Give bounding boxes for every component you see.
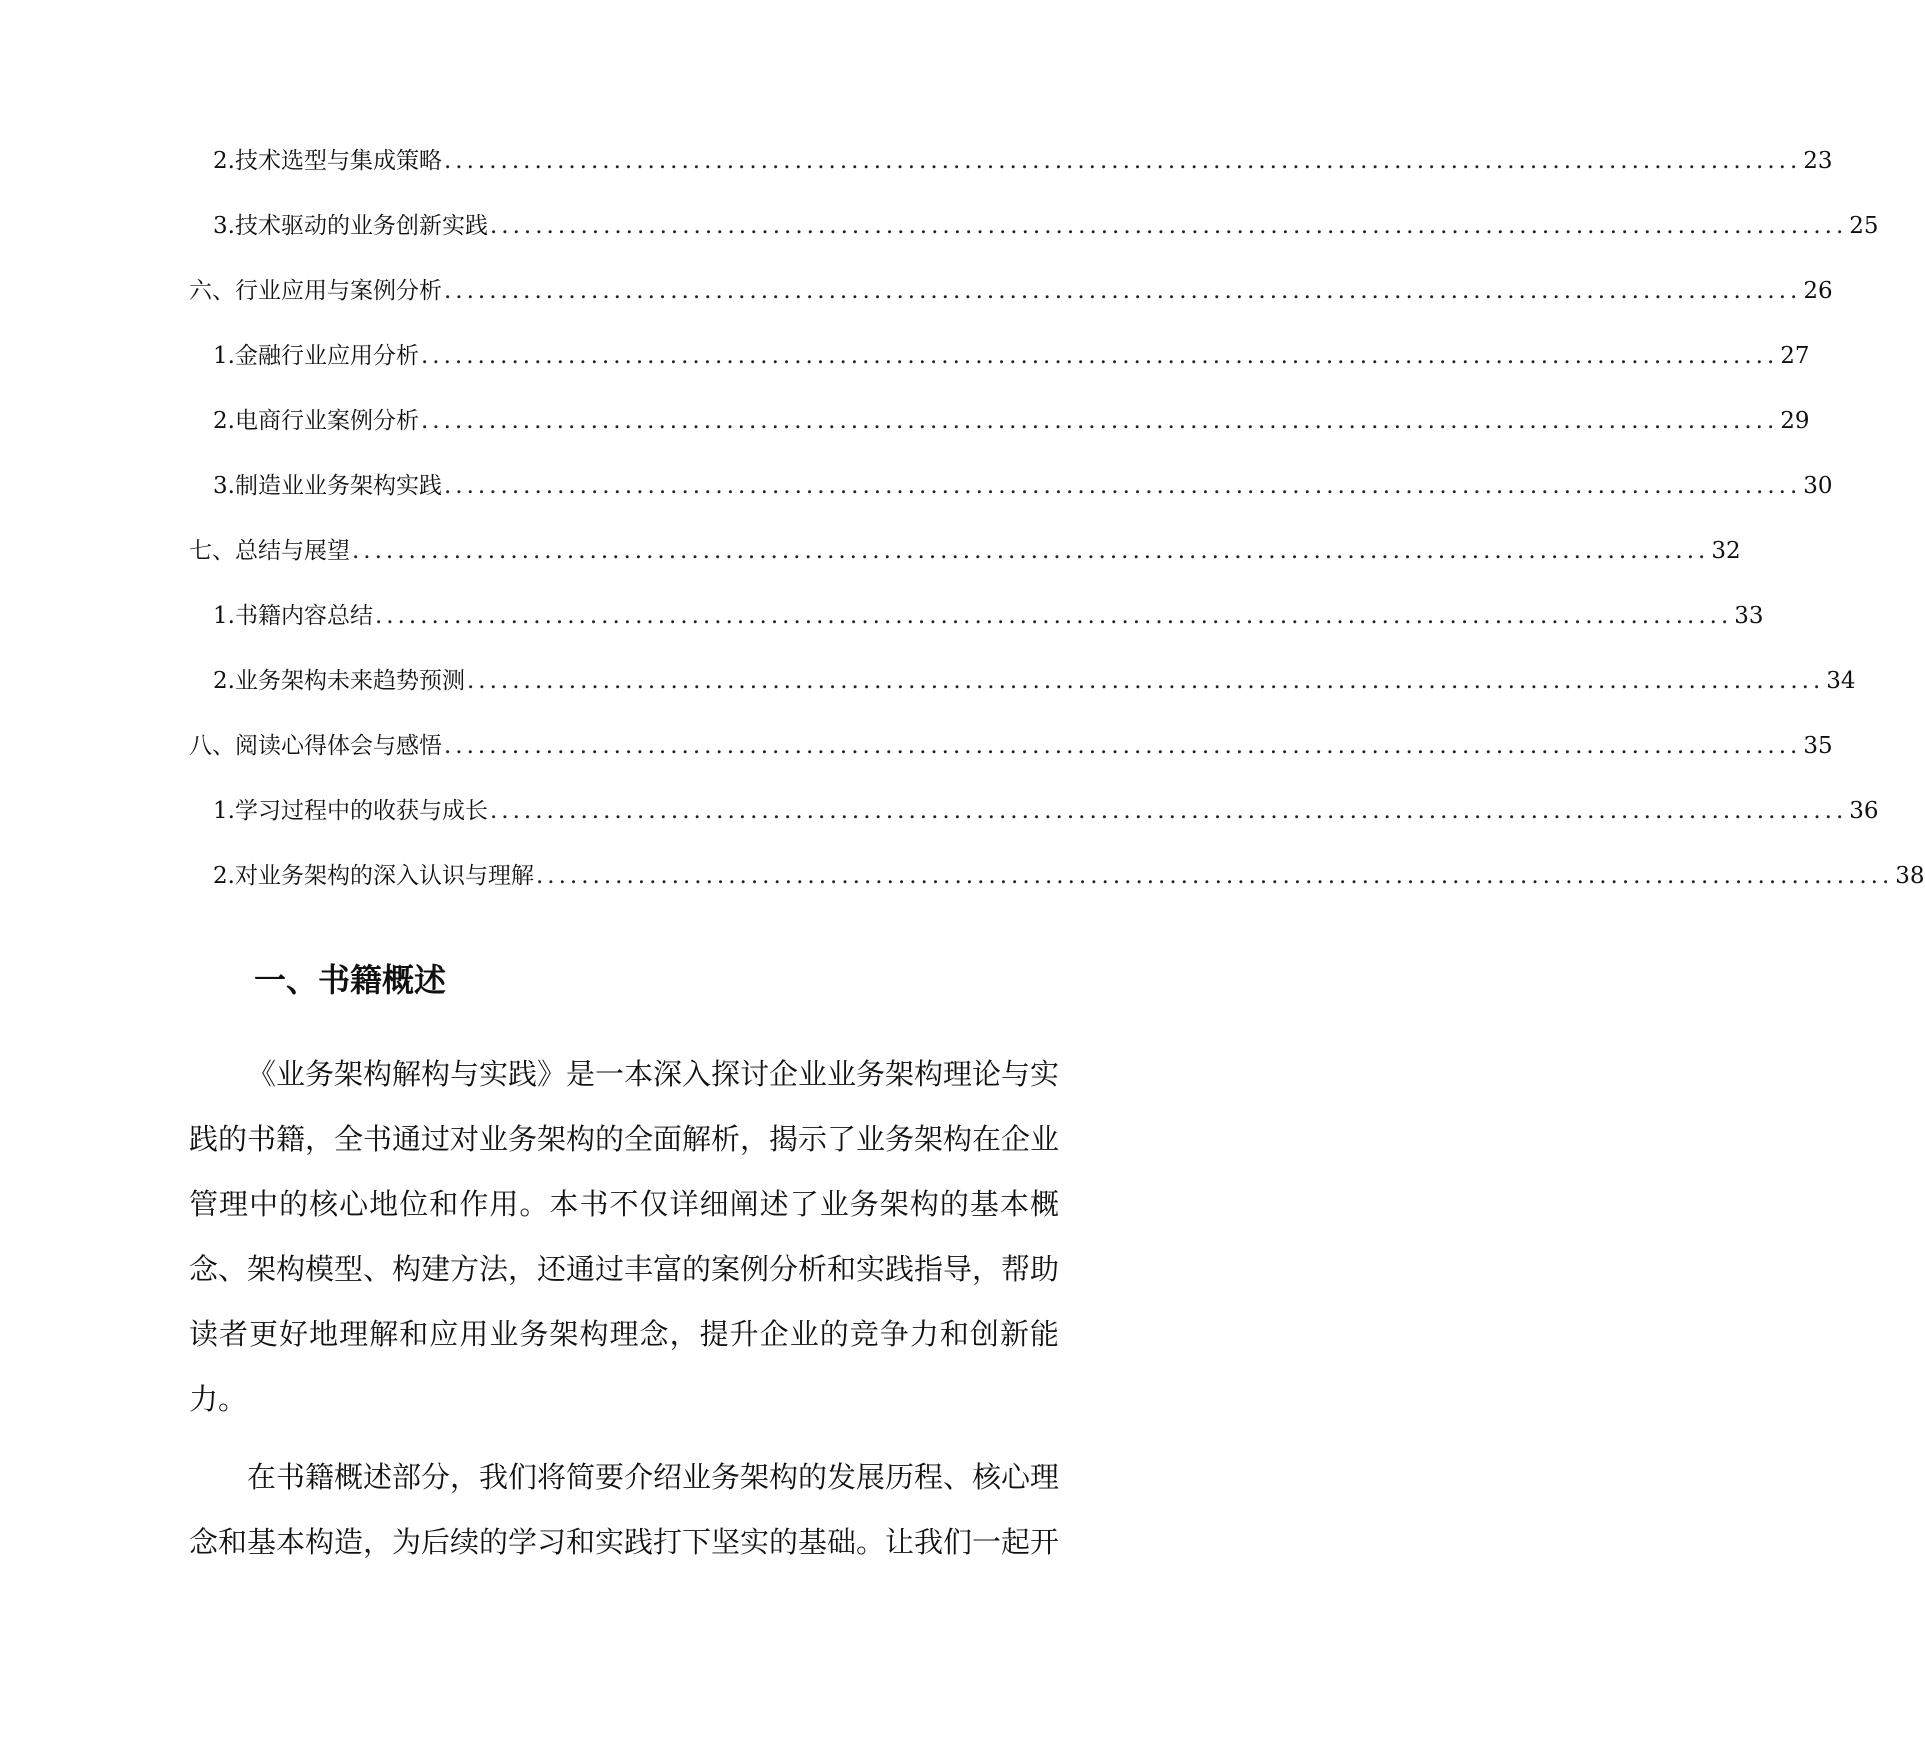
- toc-entry-page: 23: [1803, 148, 1833, 174]
- toc-entry-page: 32: [1711, 538, 1741, 564]
- toc-entry[interactable]: [189, 471, 1833, 536]
- toc-entry[interactable]: [189, 601, 1764, 666]
- toc-entry[interactable]: [189, 341, 1810, 406]
- toc-entry-number: 2.: [213, 148, 235, 174]
- toc-leader-dots: ........................................................................................................................: [352, 538, 1710, 564]
- toc-entry-label: 技术选型与集成策略: [234, 148, 442, 174]
- toc-entry-label: 六、行业应用与案例分析: [189, 278, 442, 304]
- toc-entry[interactable]: [189, 796, 1879, 861]
- section-heading: 一、书籍概述: [254, 961, 447, 999]
- toc-entry-label: 七、总结与展望: [189, 538, 350, 564]
- body-paragraph: 在书籍概述部分，我们将简要介绍业务架构的发展历程、核心理念和基本构造，为后续的学习和实践打下坚实的基础。让我们一起开: [189, 1460, 1060, 1559]
- toc-entry-label: 八、阅读心得体会与感悟: [189, 733, 442, 759]
- toc-leader-dots: ........................................................................................................................: [374, 603, 1733, 629]
- toc-entry-page: 27: [1780, 343, 1810, 369]
- toc-entry-page: 38: [1895, 863, 1925, 889]
- toc-leader-dots: ........................................................................................................................: [420, 343, 1779, 369]
- toc-entry[interactable]: [189, 536, 1741, 601]
- table-of-contents: [189, 146, 1925, 926]
- body-paragraph: 《业务架构解构与实践》是一本深入探讨企业业务架构理论与实践的书籍，全书通过对业务架构的全面解析，揭示了业务架构在企业管理中的核心地位和作用。本书不仅详细阐述了业务架构的基本概念、架构模型、构建方法，还通过丰富的案例分析和实践指导，帮助读者更好地理解和应用业务架构理念，提升企业的竞争力和创新能力。: [189, 1057, 1060, 1416]
- toc-entry-page: 34: [1826, 668, 1856, 694]
- toc-entry-page: 33: [1734, 603, 1764, 629]
- toc-entry-label: 电商行业案例分析: [234, 408, 419, 434]
- toc-entry[interactable]: [189, 731, 1833, 796]
- toc-leader-dots: ........................................................................................................................: [444, 733, 1802, 759]
- toc-entry[interactable]: [189, 146, 1833, 211]
- toc-leader-dots: ........................................................................................................................: [420, 408, 1779, 434]
- toc-leader-dots: ........................................................................................................................: [489, 213, 1848, 239]
- toc-entry-number: 3.: [213, 473, 235, 499]
- toc-entry-number: 3.: [213, 213, 235, 239]
- toc-entry-label: 业务架构未来趋势预测: [234, 668, 465, 694]
- toc-entry[interactable]: [189, 666, 1856, 731]
- toc-entry-page: 35: [1803, 733, 1833, 759]
- toc-leader-dots: ........................................................................................................................: [489, 798, 1848, 824]
- toc-entry-number: 2.: [213, 668, 235, 694]
- toc-entry[interactable]: [189, 861, 1925, 926]
- toc-entry-label: 书籍内容总结: [234, 603, 373, 629]
- toc-entry[interactable]: [189, 276, 1833, 341]
- toc-entry-number: 1.: [213, 603, 235, 629]
- toc-entry-label: 对业务架构的深入认识与理解: [234, 863, 534, 889]
- section-body: [189, 1042, 1059, 1588]
- toc-entry-number: 2.: [213, 408, 235, 434]
- toc-entry-page: 26: [1803, 278, 1833, 304]
- toc-entry-label: 学习过程中的收获与成长: [234, 798, 488, 824]
- toc-leader-dots: ........................................................................................................................: [535, 863, 1894, 889]
- toc-entry-page: 36: [1849, 798, 1879, 824]
- toc-entry[interactable]: [189, 406, 1810, 471]
- toc-entry-page: 30: [1803, 473, 1833, 499]
- toc-leader-dots: ........................................................................................................................: [444, 278, 1802, 304]
- toc-entry-number: 2.: [213, 863, 235, 889]
- toc-leader-dots: ........................................................................................................................: [466, 668, 1825, 694]
- toc-entry-page: 29: [1780, 408, 1810, 434]
- toc-entry-number: 1.: [213, 798, 235, 824]
- toc-entry-label: 技术驱动的业务创新实践: [234, 213, 488, 239]
- toc-entry[interactable]: [189, 211, 1879, 276]
- toc-entry-page: 25: [1849, 213, 1879, 239]
- toc-entry-label: 制造业业务架构实践: [234, 473, 442, 499]
- toc-leader-dots: ........................................................................................................................: [443, 473, 1802, 499]
- toc-entry-label: 金融行业应用分析: [234, 343, 419, 369]
- toc-leader-dots: ........................................................................................................................: [443, 148, 1802, 174]
- toc-entry-number: 1.: [213, 343, 235, 369]
